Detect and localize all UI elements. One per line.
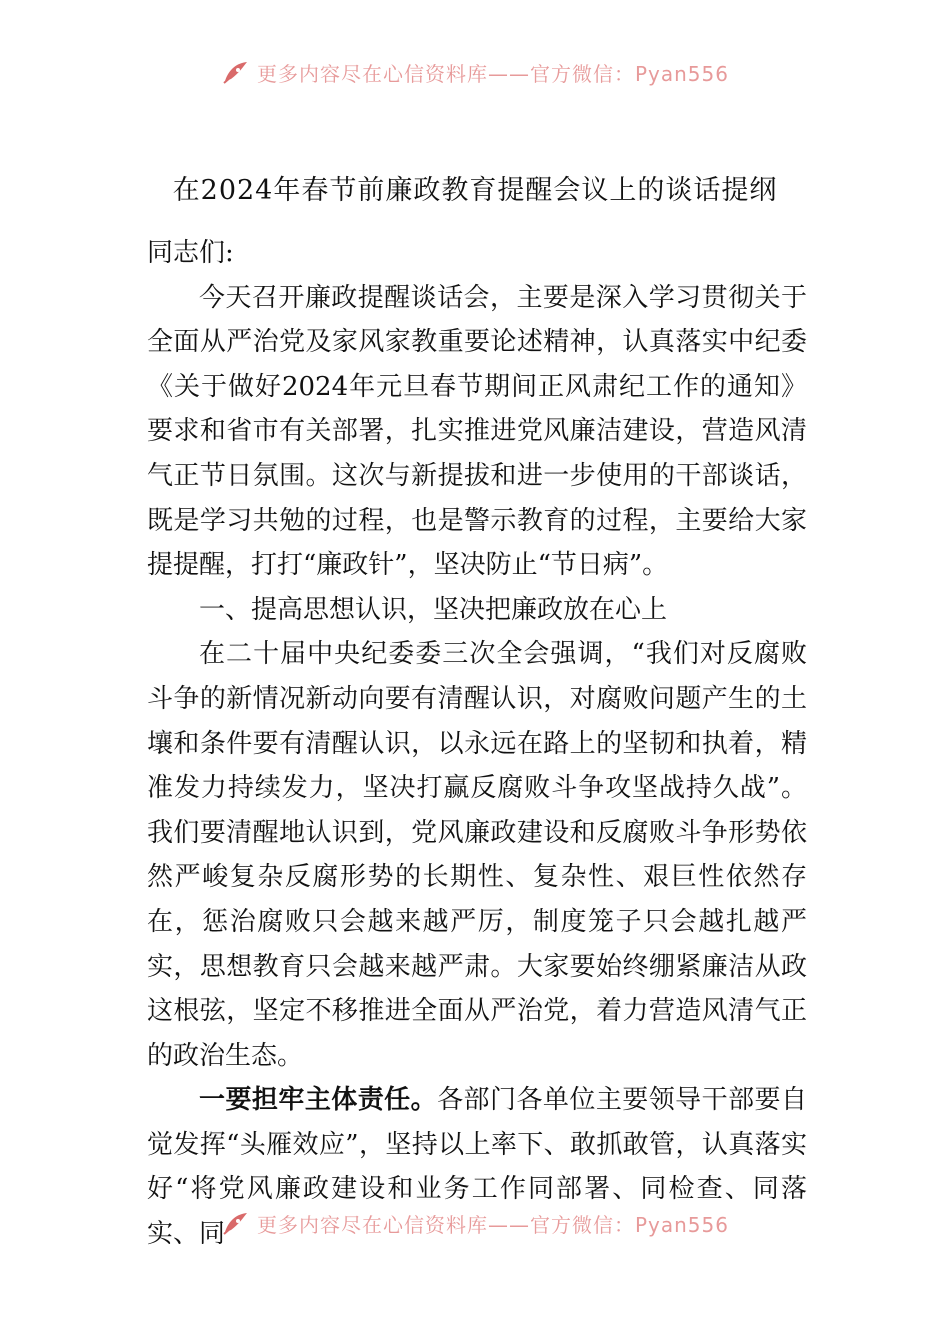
section-heading-1: 一、提高思想认识，坚决把廉政放在心上	[199, 594, 668, 625]
header-watermark	[0, 52, 950, 92]
watermark-text: 更多内容尽在心信资料库——官方微信：Pyan556	[256, 61, 729, 86]
document-title: 在2024年春节前廉政教育提醒会议上的谈话提纲	[172, 175, 778, 206]
paragraph-section-1: 在二十届中央纪委委三次全会强调，“我们对反腐败斗争的新情况新动向要有清醒认识，对腐败问题产生的土壤和条件要有清醒认识，以永远在路上的坚韧和执着，精准发力持续发力，坚决打赢反腐败斗争攻坚战持久战”。我们要清醒地认识到，党风廉政建设和反腐败斗争形势依然严峻复杂反腐形势的长期性、复杂性、艰巨性依然存在，惩治腐败只会越来越严厉，制度笼子只会越扎越严实，思想教育只会越来越严肃。大家要始终绷紧廉洁从政这根弦，坚定不移推进全面从严治党，着力营造风清气正的政治生态。	[147, 639, 807, 1071]
paragraph-lead-bold: 一要担牢主体责任。	[199, 1085, 438, 1116]
salutation: 同志们:	[147, 238, 234, 268]
paragraph-intro: 今天召开廉政提醒谈话会，主要是深入学习贯彻关于全面从严治党及家风家教重要论述精神，认真落实中纪委《关于做好2024年元旦春节期间正风肃纪工作的通知》要求和省市有关部署，扎实推进党风廉洁建设，营造风清气正节日氛围。这次与新提拔和进一步使用的干部谈话，既是学习共勉的过程，也是警示教育的过程，主要给大家提提醒，打打“廉政针”，坚决防止“节日病”。	[147, 282, 807, 581]
pen-nib-logo-icon	[221, 59, 251, 85]
footer-watermark	[0, 1203, 950, 1243]
watermark-text: 更多内容尽在心信资料库——官方微信：Pyan556	[256, 1212, 729, 1237]
pen-nib-logo-icon	[221, 1210, 251, 1236]
paragraph-responsibility-text: 各部门各单位主要领导干部要自觉发挥“头雁效应”，坚持以上率下、敢抓敢管，认真落实好“将党风廉政建设和业务工作同部署、同检查、同落实、同	[147, 1085, 807, 1250]
document-body	[147, 231, 807, 1257]
